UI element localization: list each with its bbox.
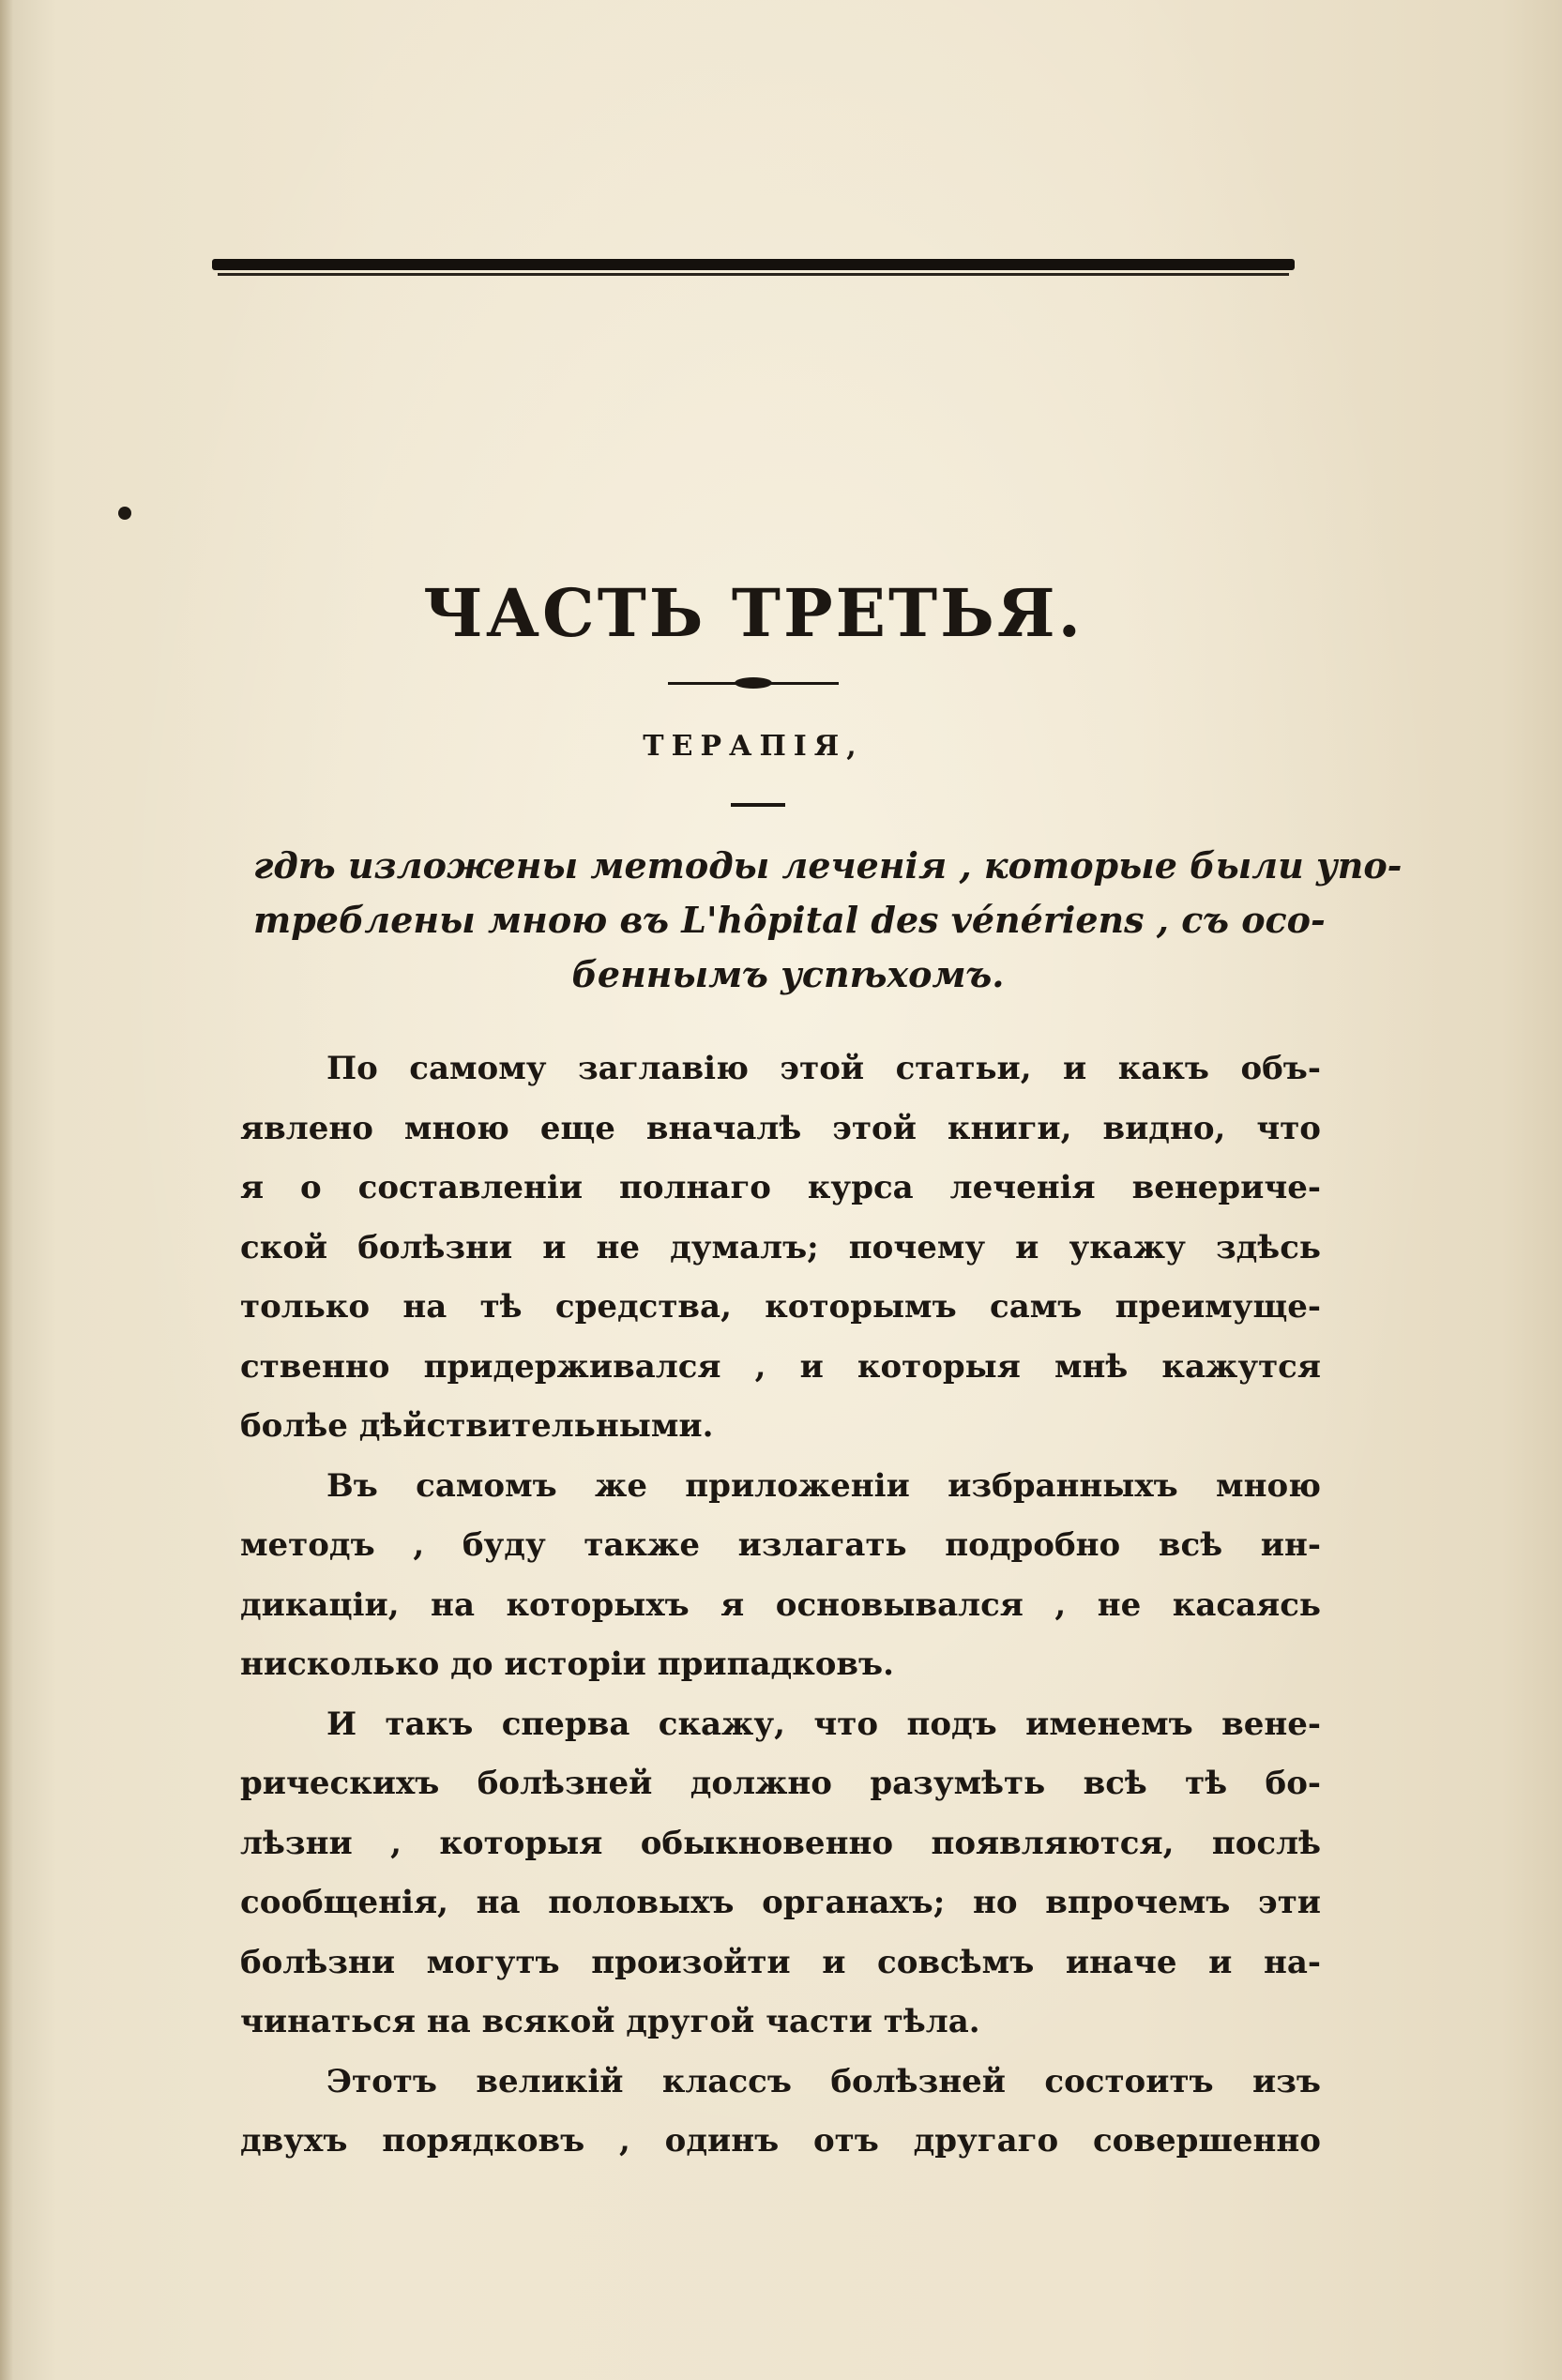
text-line: Этотъ великій классъ болѣзней состоитъ изъ xyxy=(326,2062,1321,2100)
page-gutter-shadow xyxy=(0,0,13,2380)
part-title: ЧАСТЬ ТРЕТЬЯ. xyxy=(423,574,1084,652)
subtitle-line: беннымъ успѣхомъ. xyxy=(571,953,1005,995)
text-line: ственно придерживался , и которыя мнѣ кажутся xyxy=(240,1347,1321,1386)
text-line: болѣе дѣйствительными. xyxy=(240,1407,714,1445)
ornamental-divider xyxy=(668,674,839,692)
text-line: явлено мною еще вначалѣ этой книги, видно, что xyxy=(240,1109,1321,1147)
paragraph xyxy=(240,1695,1321,2053)
paragraph xyxy=(240,1457,1321,1695)
text-line: чинаться на всякой другой части тѣла. xyxy=(240,2003,980,2040)
text-line: дикаціи, на которыхъ я основывался , не касаясь xyxy=(240,1585,1321,1624)
text-line: И такъ сперва скажу, что подъ именемъ вене- xyxy=(326,1705,1321,1743)
text-line: двухъ порядковъ , одинъ отъ другаго совершенно xyxy=(240,2122,1321,2160)
subtitle-line: треблены мною въ L'hôpital des vénériens , съ осо- xyxy=(253,899,1326,941)
header-rule-thick xyxy=(212,259,1295,270)
margin-ink-dot xyxy=(118,507,131,520)
ornamental-divider-center xyxy=(735,677,772,689)
text-line: рическихъ болѣзней должно разумѣть всѣ тѣ бо- xyxy=(240,1765,1321,1802)
text-line: ской болѣзни и не думалъ; почему и укажу здѣсь xyxy=(240,1228,1321,1266)
short-divider xyxy=(731,803,785,807)
text-line: болѣзни могутъ произойти и совсѣмъ иначе и на- xyxy=(240,1943,1321,1981)
text-line: лѣзни , которыя обыкновенно появляются, послѣ xyxy=(240,1824,1321,1862)
text-line: По самому заглавію этой статьи, и какъ объ- xyxy=(326,1050,1321,1087)
text-line: нисколько до исторіи припадковъ. xyxy=(240,1645,894,1683)
body-text xyxy=(240,1039,1321,2172)
text-line: методъ , буду также излагать подробно всѣ ин- xyxy=(240,1526,1321,1564)
header-rule xyxy=(212,255,1295,278)
text-line: сообщенія, на половыхъ органахъ; но впрочемъ эти xyxy=(240,1884,1321,1921)
text-line: только на тѣ средства, которымъ самъ преимуще- xyxy=(240,1288,1321,1326)
section-subtitle xyxy=(253,839,1403,1002)
paragraph xyxy=(240,2053,1321,2172)
header-rule-thin xyxy=(218,273,1289,276)
paragraph xyxy=(240,1039,1321,1457)
section-title: ТЕРАПІЯ, xyxy=(643,730,864,763)
subtitle-line: гдѣ изложены методы леченія , которые были упо- xyxy=(253,844,1403,887)
text-line: я о составленіи полнаго курса леченія венериче- xyxy=(240,1169,1321,1206)
text-line: Въ самомъ же приложеніи избранныхъ мною xyxy=(326,1466,1321,1505)
